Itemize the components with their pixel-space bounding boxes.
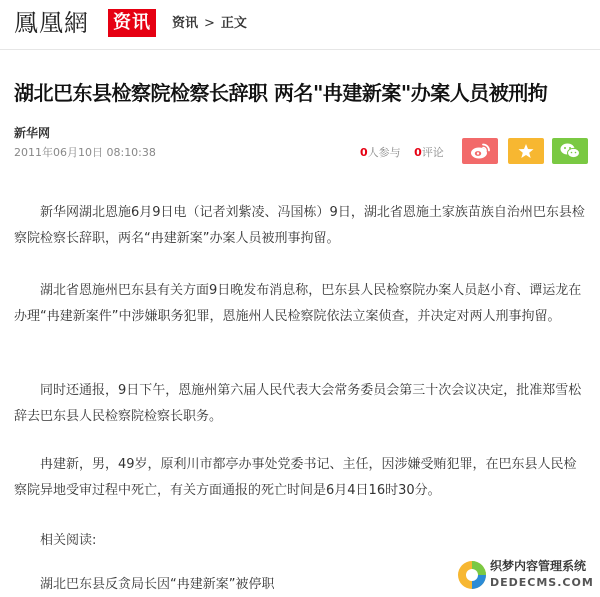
section-badge[interactable]: 资讯: [108, 9, 156, 37]
article-paragraph: 同时还通报，9日下午，恩施州第六届人民代表大会常务委员会第三十次会议决定，批准郑雪松辞去巴东县人民检察院检察长职务。: [14, 383, 582, 424]
comments-count: 0: [414, 146, 422, 159]
site-header: [0, 0, 600, 50]
article-title: 湖北巴东县检察院检察长辞职 两名"冉建新案"办案人员被刑拘: [14, 81, 548, 105]
weibo-icon: [469, 142, 491, 160]
related-article-link[interactable]: 湖北巴东县反贪局长因“冉建新案”被停职: [40, 577, 275, 592]
star-icon: [518, 143, 534, 159]
breadcrumb: [172, 14, 247, 34]
site-logo[interactable]: 鳳凰網: [14, 9, 89, 37]
breadcrumb-home-link[interactable]: 资讯: [172, 16, 199, 31]
comments-label: 评论: [421, 146, 444, 159]
article-stats: [360, 145, 454, 161]
participants-count: 0: [360, 146, 368, 159]
comments-stat[interactable]: [414, 146, 444, 159]
dedecms-watermark: [456, 556, 596, 594]
favorite-button[interactable]: [508, 138, 544, 164]
share-wechat-button[interactable]: [552, 138, 588, 164]
participants-stat[interactable]: [360, 146, 401, 159]
article-source[interactable]: 新华网: [14, 126, 51, 140]
article-datetime: 2011年06月10日 08:10:38: [14, 146, 156, 159]
share-weibo-button[interactable]: [462, 138, 498, 164]
wechat-icon: [559, 142, 581, 160]
participants-label: 人参与: [367, 146, 401, 159]
article-paragraph: 冉建新，男，49岁，原利川市都亭办事处党委书记、主任，因涉嫌受贿犯罪，在巴东县人民检察院异地受审过程中死亡，有关方面通报的死亡时间是6月4日16时30分。: [14, 457, 577, 498]
related-reading-label: 相关阅读:: [40, 533, 97, 548]
breadcrumb-separator: >: [204, 16, 215, 31]
article-paragraph: 新华网湖北恩施6月9日电（记者刘紫凌、冯国栋）9日，湖北省恩施土家族苗族自治州巴东县检察院检察长辞职，两名“冉建新案”办案人员被刑事拘留。: [14, 205, 585, 246]
watermark-title: 织梦内容管理系统: [490, 559, 587, 573]
breadcrumb-current: 正文: [220, 16, 247, 31]
article-paragraph: 湖北省恩施州巴东县有关方面9日晚发布消息称，巴东县人民检察院办案人员赵小育、谭运龙在办理“冉建新案件”中涉嫌职务犯罪，恩施州人民检察院依法立案侦查，并决定对两人刑事拘留。: [14, 283, 582, 324]
dedecms-logo-icon: [456, 558, 488, 592]
watermark-domain: DEDECMS.COM: [490, 576, 594, 589]
